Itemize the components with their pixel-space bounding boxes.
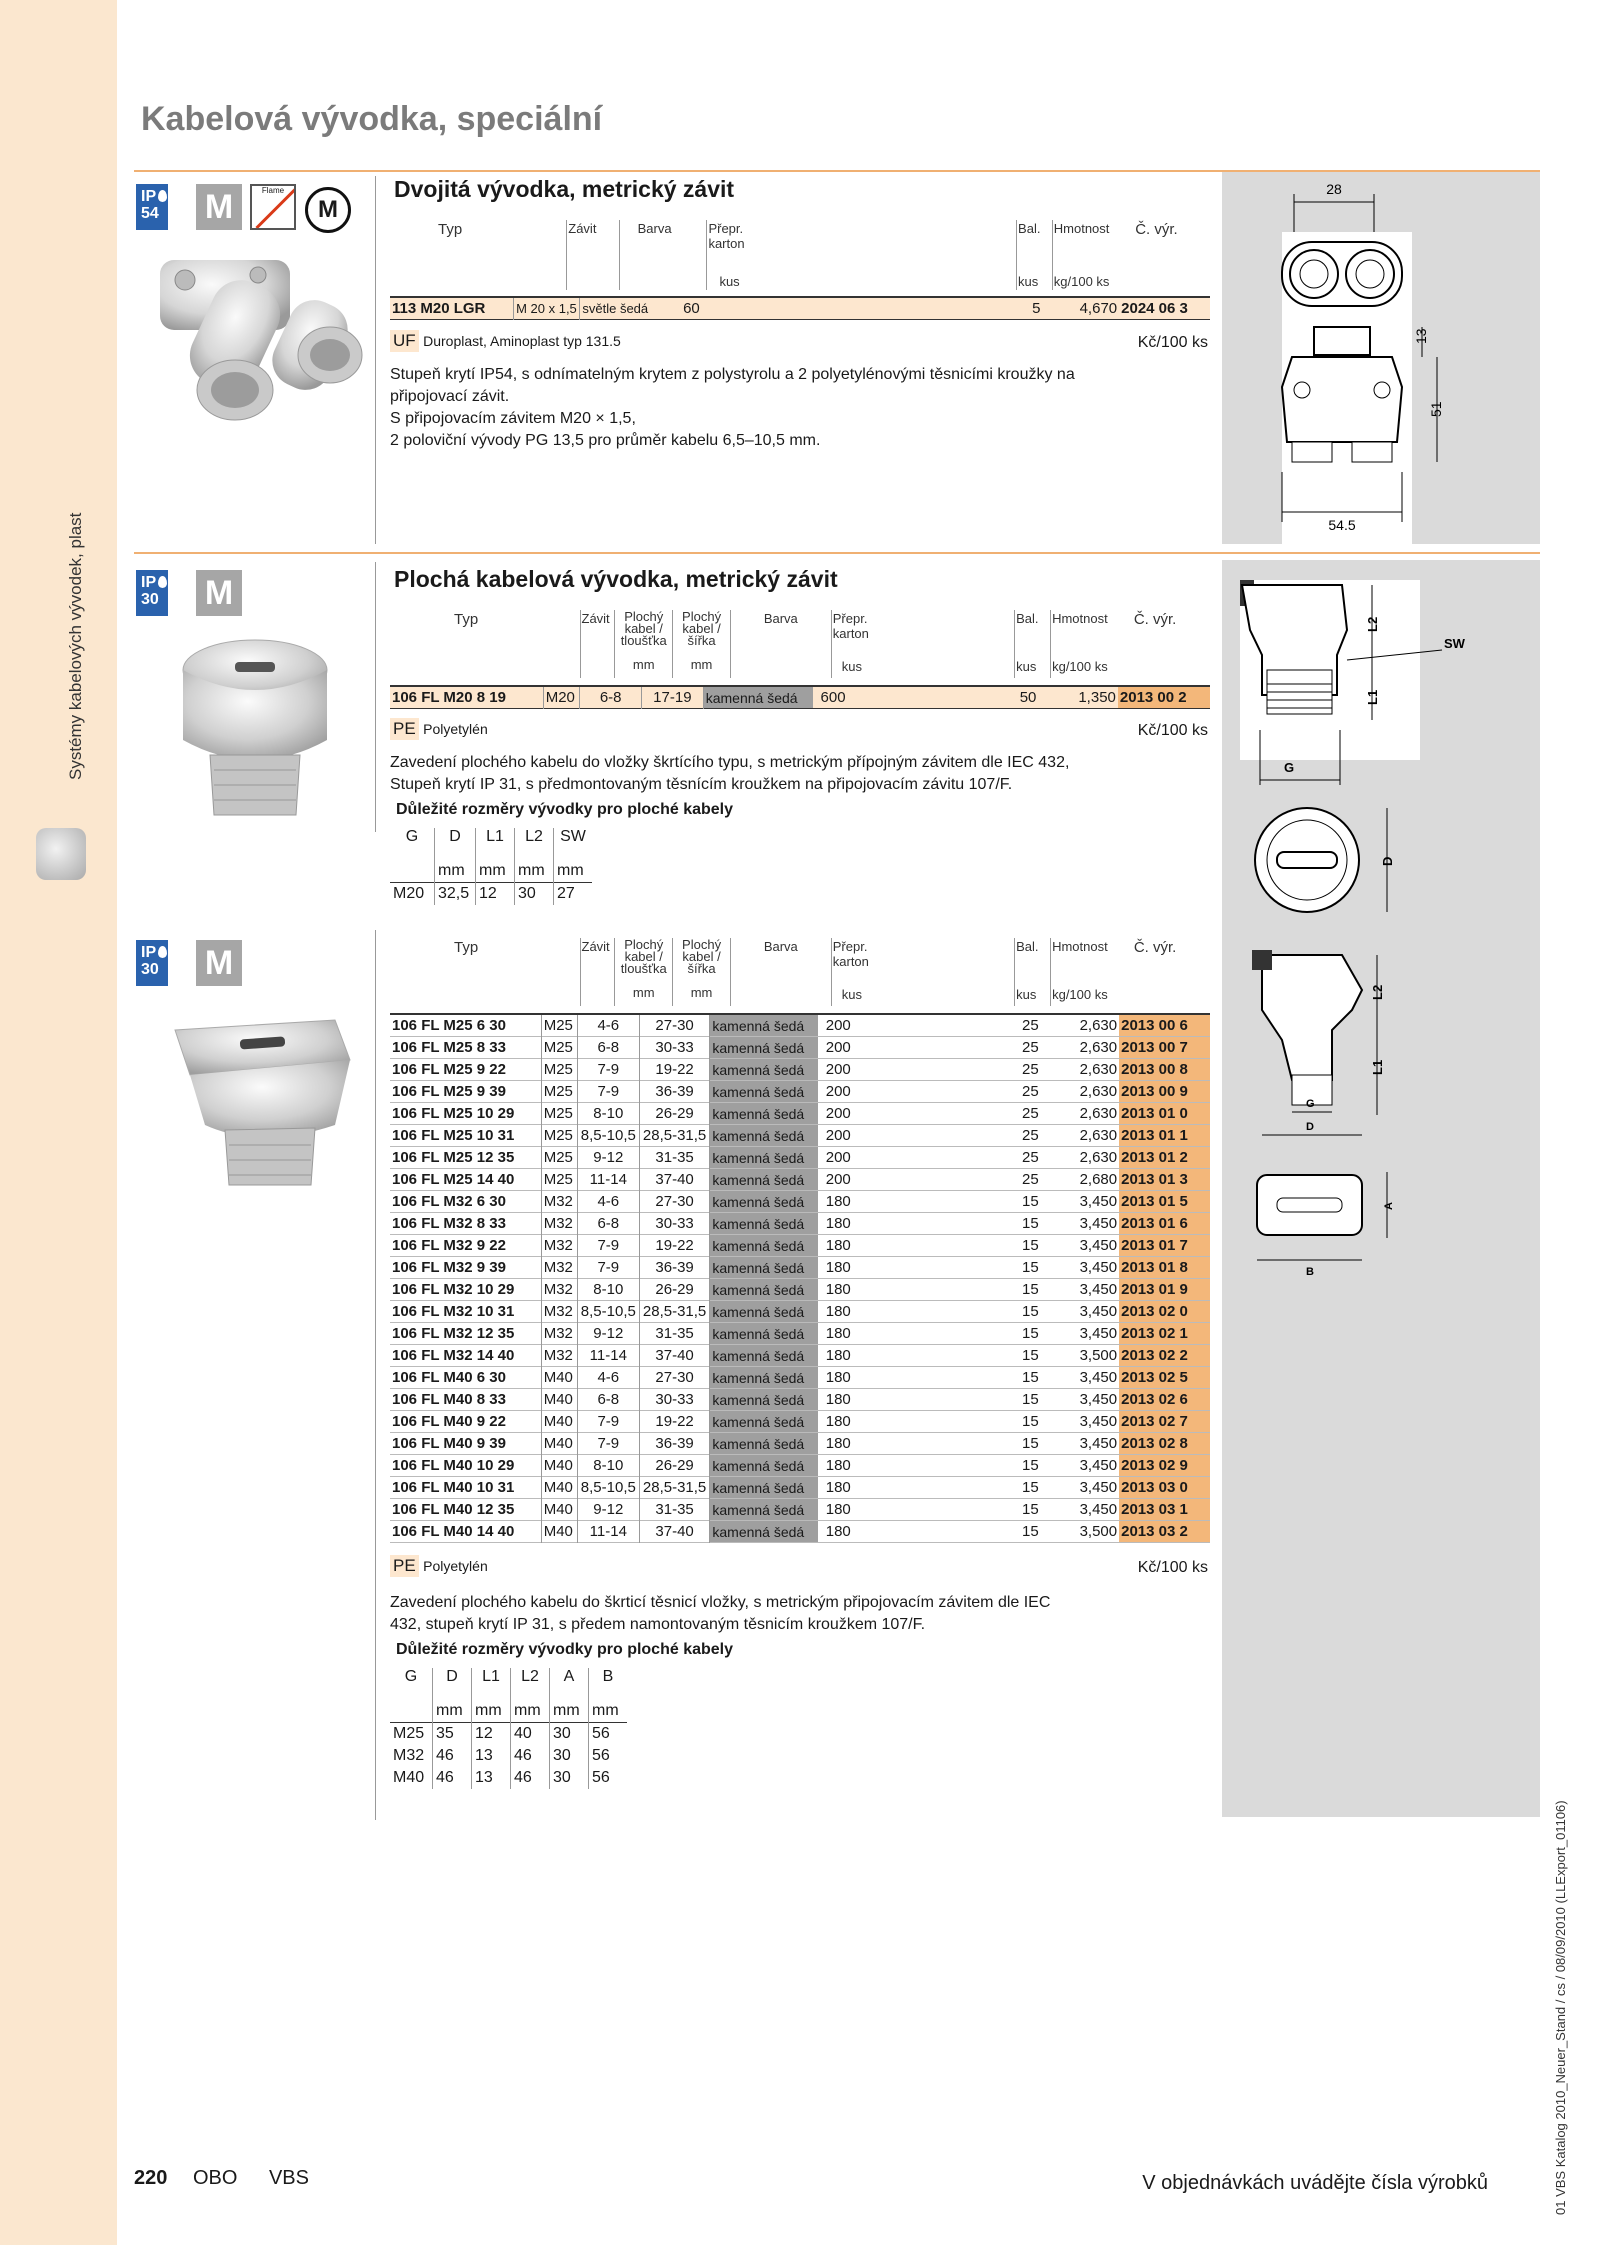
table-row: 106 FL M32 8 33 M32 6-8 30-33 kamenná šedá 180 15 3,450 2013 01 6 [390, 1213, 1210, 1235]
svg-text:G: G [1306, 1098, 1315, 1110]
svg-text:L2: L2 [1365, 616, 1380, 632]
vertical-note: 01 VBS Katalog 2010_Neuer_Stand / cs / 08/09/2010 (LLExport_01106) [1553, 1800, 1568, 2215]
dim-table-title: Důležité rozměry vývodky pro ploché kabely [396, 801, 734, 818]
table-row: M20 32,5 12 30 27 [390, 883, 592, 906]
product-photo-flat-gland [170, 630, 340, 830]
technical-drawing-double-gland [1222, 172, 1540, 544]
product-table [390, 1013, 1210, 1543]
technical-drawings-flat-gland [1222, 560, 1540, 1817]
material-code: PE [390, 1555, 419, 1577]
column-divider [375, 176, 376, 544]
table-row: 106 FL M40 6 30 M40 4-6 27-30 kamenná šedá 180 15 3,450 2013 02 5 [390, 1367, 1210, 1389]
table-row: M40 46 13 46 30 56 [390, 1767, 627, 1789]
dimension-table: G D L1 L2 A B mm mm mm mm mm M25 35 12 40 30 56 M32 46 13 46 30 56 M40 46 13 46 30 56 [390, 1668, 627, 1789]
table-row: 106 FL M32 10 31 M32 8,5-10,5 28,5-31,5 kamenná šedá 180 15 3,450 2013 02 0 [390, 1301, 1210, 1323]
footer-section: VBS [268, 2167, 309, 2189]
table-row: 106 FL M40 9 22 M40 7-9 19-22 kamenná šedá 180 15 3,450 2013 02 7 [390, 1411, 1210, 1433]
section-divider [134, 552, 1540, 554]
material-code: UF [390, 330, 419, 352]
table-row: 106 FL M40 9 39 M40 7-9 36-39 kamenná šedá 180 15 3,450 2013 02 8 [390, 1433, 1210, 1455]
water-drop-icon [158, 190, 167, 202]
water-drop-icon [158, 576, 167, 588]
m-badge: M [196, 184, 242, 230]
m-badge: M [196, 570, 242, 616]
table-row: M32 46 13 46 30 56 [390, 1745, 627, 1767]
ip-badge: IP 54 [136, 184, 168, 230]
section-title: Dvojitá vývodka, metrický závit [394, 176, 735, 202]
price-unit: Kč/100 ks [1137, 334, 1208, 351]
dim-h2: 51 [1428, 401, 1444, 417]
product-table [390, 296, 1210, 320]
page-number: 220 [134, 2167, 168, 2189]
dimension-table: G D L1 L2 SW mm mm mm mm M20 32,5 12 30 27 [390, 828, 592, 905]
table-row: 106 FL M40 8 33 M40 6-8 30-33 kamenná šedá 180 15 3,450 2013 02 6 [390, 1389, 1210, 1411]
page-title: Kabelová vývodka, speciální [141, 100, 603, 138]
table-row: 106 FL M25 10 31 M25 8,5-10,5 28,5-31,5 kamenná šedá 200 25 2,630 2013 01 1 [390, 1125, 1210, 1147]
table-row: 106 FL M25 6 30 M25 4-6 27-30 kamenná šedá 200 25 2,630 2013 00 6 [390, 1014, 1210, 1037]
table-row: 106 FL M25 10 29 M25 8-10 26-29 kamenná šedá 200 25 2,630 2013 01 0 [390, 1103, 1210, 1125]
table-row: 106 FL M25 9 39 M25 7-9 36-39 kamenná šedá 200 25 2,630 2013 00 9 [390, 1081, 1210, 1103]
material-line [390, 1555, 1210, 1585]
price-unit: Kč/100 ks [1137, 722, 1208, 739]
footer-left [134, 2167, 309, 2190]
drawing-flat-large [1252, 950, 1395, 1278]
svg-text:SW: SW [1444, 636, 1465, 651]
table-row: M25 35 12 40 30 56 [390, 1723, 627, 1746]
svg-text:A: A [1383, 1202, 1395, 1210]
water-drop-icon [158, 946, 167, 958]
table-row: 106 FL M32 10 29 M32 8-10 26-29 kamenná šedá 180 15 3,450 2013 01 9 [390, 1279, 1210, 1301]
table-header: Typ Závit Plochý kabel / tloušťka Plochý kabel / šířka Barva Přepr. karton Bal. Hmotnost Č. výr. mm mm kus kus kg/100 ks [390, 938, 1210, 1006]
flame-retardant-icon: Flame [250, 184, 296, 230]
material-name: Polyetylén [423, 1558, 488, 1574]
description: Zavedení plochého kabelu do škrticí těsnicí vložky, s metrickým připojovacím závitem dle IEC 432, stupeň krytí IP 31, s předem namontovaným těsnicím kroužkem 107/F. [390, 1594, 1051, 1633]
product-table [390, 685, 1210, 709]
table-row: 106 FL M40 10 31 M40 8,5-10,5 28,5-31,5 kamenná šedá 180 15 3,450 2013 03 0 [390, 1477, 1210, 1499]
table-row: 106 FL M25 14 40 M25 11-14 37-40 kamenná šedá 200 25 2,680 2013 01 3 [390, 1169, 1210, 1191]
material-name: Duroplast, Aminoplast typ 131.5 [423, 333, 621, 349]
table-row: 106 FL M20 8 19 M20 6-8 17-19 kamenná šedá 600 50 1,350 2013 00 2 [390, 686, 1210, 709]
price-unit: Kč/100 ks [1137, 1559, 1208, 1576]
table-row: 113 M20 LGR M 20 x 1,5 světle šedá 60 5 4,670 2024 06 3 [390, 297, 1210, 320]
table-row: 106 FL M40 14 40 M40 11-14 37-40 kamenná šedá 180 15 3,500 2013 03 2 [390, 1521, 1210, 1543]
ip-badge: IP 30 [136, 940, 168, 986]
table-row: 106 FL M25 9 22 M25 7-9 19-22 kamenná šedá 200 25 2,630 2013 00 8 [390, 1059, 1210, 1081]
table-row: 106 FL M40 12 35 M40 9-12 31-35 kamenná šedá 180 15 3,450 2013 03 1 [390, 1499, 1210, 1521]
table-row: 106 FL M25 12 35 M25 9-12 31-35 kamenná šedá 200 25 2,630 2013 01 2 [390, 1147, 1210, 1169]
svg-text:D: D [1306, 1121, 1314, 1133]
side-thumbnail [36, 828, 86, 880]
material-line [390, 330, 1210, 360]
svg-text:L2: L2 [1370, 984, 1385, 1000]
dim-bottom: 54.5 [1328, 517, 1356, 533]
footer-note: V objednávkách uvádějte čísla výrobků [1142, 2172, 1488, 2194]
table-row: 106 FL M40 10 29 M40 8-10 26-29 kamenná šedá 180 15 3,450 2013 02 9 [390, 1455, 1210, 1477]
table-header: Typ Závit Barva Přepr. karton Bal. Hmotnost Č. výr. kus kus kg/100 ks [438, 221, 1178, 289]
side-title: Systémy kabelových vývodek, plast [66, 512, 85, 780]
table-row: 106 FL M32 6 30 M32 4-6 27-30 kamenná šedá 180 15 3,450 2013 01 5 [390, 1191, 1210, 1213]
column-divider [375, 562, 376, 832]
table-row: 106 FL M32 14 40 M32 11-14 37-40 kamenná šedá 180 15 3,500 2013 02 2 [390, 1345, 1210, 1367]
description: Stupeň krytí IP54, s odnímatelným krytem z polystyrolu a 2 polyetylénovými těsnicími kroužky na připojovací závit. S připojovacím závitem M20 × 1,5, 2 poloviční vývody PG 13,5 pro průměr kabelu 6,5–10,5 mm. [390, 366, 1075, 449]
drawing-flat-side [1240, 580, 1466, 912]
svg-text:L1: L1 [1365, 689, 1380, 705]
m-badge: M [196, 940, 242, 986]
drawing-panel [1222, 560, 1540, 1817]
svg-text:G: G [1284, 760, 1295, 775]
table-row: 106 FL M25 8 33 M25 6-8 30-33 kamenná šedá 200 25 2,630 2013 00 7 [390, 1037, 1210, 1059]
table-row: 106 FL M32 12 35 M32 9-12 31-35 kamenná šedá 180 15 3,450 2013 02 1 [390, 1323, 1210, 1345]
svg-text:B: B [1306, 1266, 1314, 1278]
table-row: 106 FL M32 9 22 M32 7-9 19-22 kamenná šedá 180 15 3,450 2013 01 7 [390, 1235, 1210, 1257]
svg-text:L1: L1 [1370, 1059, 1385, 1075]
material-name: Polyetylén [423, 721, 488, 737]
section-title: Plochá kabelová vývodka, metrický závit [394, 566, 838, 592]
ip-badge: IP 30 [136, 570, 168, 616]
description: Zavedení plochého kabelu do vložky škrtícího typu, s metrickým přípojným závitem dle IEC 432, Stupeň krytí IP 31, s předmontovaným těsnícím kroužkem na připojovacím závitu 107/F. [390, 754, 1070, 793]
drawing-panel [1222, 172, 1540, 544]
table-row: 106 FL M32 9 39 M32 7-9 36-39 kamenná šedá 180 15 3,450 2013 01 8 [390, 1257, 1210, 1279]
m-circle-icon: M [305, 187, 351, 233]
dim-table-title: Důležité rozměry vývodky pro ploché kabely [396, 1641, 734, 1658]
svg-text:D: D [1380, 856, 1395, 866]
side-strip [0, 0, 117, 2245]
table-header: Typ Závit Plochý kabel / tloušťka Plochý kabel / šířka Barva Přepr. karton Bal. Hmotnost Č. výr. mm mm kus kus kg/100 ks [390, 610, 1210, 678]
material-code: PE [390, 718, 419, 740]
product-photo-flat-gland-large [165, 1000, 355, 1190]
product-photo-double-gland [140, 240, 375, 440]
footer-brand: OBO [192, 2167, 238, 2189]
material-line [390, 718, 1210, 748]
column-divider [375, 930, 376, 1820]
dim-h1: 13 [1413, 328, 1429, 344]
dim-top: 28 [1326, 181, 1342, 197]
